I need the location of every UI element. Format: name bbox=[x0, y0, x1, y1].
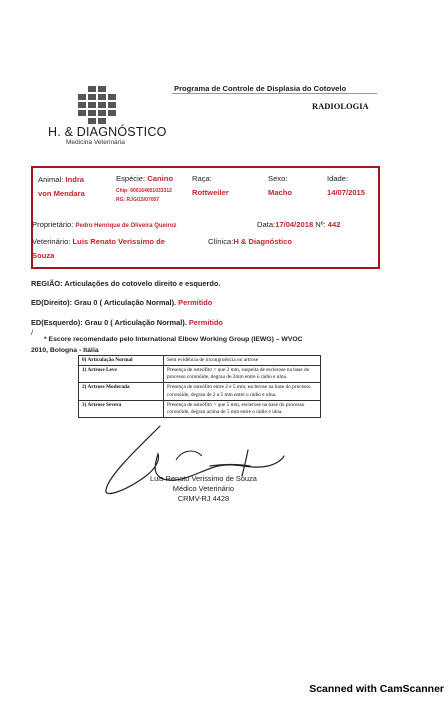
header-divider bbox=[172, 93, 377, 94]
owner-value: Pedro Henrique de Oliveira Queiroz bbox=[75, 223, 177, 229]
date-value: 17/04/2018 bbox=[275, 220, 314, 229]
breed-value: Rottweiler bbox=[192, 188, 229, 197]
grade-description: Presença de osteófito entre 2 e 5 mm, esclerose na base do processo coronóide, degrau de 2 a 5 mm entre o rádio e ulna. bbox=[164, 383, 321, 400]
rg-number: RG: RJG/15/07057 bbox=[116, 197, 160, 203]
slash-mark: / bbox=[31, 328, 34, 337]
date-label: Data: bbox=[257, 220, 276, 229]
owner-label: Proprietário: bbox=[32, 220, 74, 229]
left-elbow-result bbox=[31, 318, 223, 327]
signer-registry: CRMV-RJ 4428 bbox=[177, 493, 230, 503]
chip-number: Chip- 900164001033312 bbox=[116, 188, 172, 194]
grade-description: Presença de osteófito < que 2 mm, suspeita de esclerose na base do processo coronóide, degrau de 2mm entre o rádio e ulna. bbox=[164, 366, 321, 383]
right-elbow-grade: ED(Direito): Grau 0 ( Articulação Normal). bbox=[31, 298, 177, 307]
age-value: 14/07/2015 bbox=[327, 188, 366, 197]
grade-description: Presença de osteófito > que 5 mm, esclerose na base do processo coronóide, degrau acima de 5 mm entre o rádio e ulna. bbox=[164, 400, 321, 417]
clinic-value: H & Diagnóstico bbox=[233, 237, 292, 246]
signature-block bbox=[150, 474, 257, 504]
species-label: Espécie: bbox=[116, 174, 146, 183]
grade-cell: 2) Artrose Moderada bbox=[79, 383, 164, 400]
species-field bbox=[116, 174, 173, 183]
grade-cell: 1) Artrose Leve bbox=[79, 366, 164, 383]
vet-value: Luis Renato Verissimo de bbox=[72, 237, 165, 246]
grading-table bbox=[78, 355, 321, 418]
vet-label: Veterinário: bbox=[32, 237, 71, 246]
grade-description: Sem evidência de incongruência ou artrose bbox=[164, 356, 321, 366]
iewg-note-line-1: * Escore recomendado pelo International Elbow Working Group (IEWG) – WVOC bbox=[44, 336, 303, 343]
breed-label: Raça: bbox=[192, 174, 212, 183]
region-line: REGIÃO: Articulações do cotovelo direito e esquerdo. bbox=[31, 279, 221, 288]
animal-field bbox=[38, 175, 84, 184]
animal-value: Indra bbox=[65, 175, 85, 184]
brand-name: H. & DIAGNÓSTICO bbox=[48, 125, 167, 139]
table-row bbox=[79, 366, 321, 383]
animal-label: Animal: bbox=[38, 175, 64, 184]
number-value: 442 bbox=[327, 220, 341, 229]
iewg-note-line-2: 2010, Bologna - Itália bbox=[31, 347, 99, 354]
species-value: Canino bbox=[147, 174, 173, 183]
owner-field bbox=[32, 220, 177, 229]
table-row bbox=[79, 400, 321, 417]
program-title: Programa de Controle de Displasia do Cotovelo bbox=[174, 84, 347, 93]
scanner-watermark: Scanned with CamScanner bbox=[309, 683, 444, 695]
number-label: Nº: bbox=[315, 220, 326, 229]
left-elbow-status: Permitido bbox=[188, 318, 223, 327]
animal-value-cont: von Mendara bbox=[38, 189, 85, 198]
clinic-label: Clínica: bbox=[208, 237, 234, 246]
signer-title: Médico Veterinário bbox=[172, 483, 235, 493]
table-row bbox=[79, 383, 321, 400]
vet-field bbox=[32, 237, 165, 246]
age-label: Idade: bbox=[327, 174, 349, 183]
date-field bbox=[257, 220, 340, 229]
sex-label: Sexo: bbox=[268, 174, 288, 183]
vet-value-cont: Souza bbox=[32, 251, 55, 260]
sex-value: Macho bbox=[268, 188, 293, 197]
table-row bbox=[79, 356, 321, 366]
clinic-logo-icon bbox=[76, 86, 122, 126]
clinic-field bbox=[208, 237, 292, 246]
left-elbow-grade: ED(Esquerdo): Grau 0 ( Articulação Normal). bbox=[31, 318, 187, 327]
grade-cell: 0) Articulação Normal bbox=[79, 356, 164, 366]
brand-subtitle: Medicina Veterinária bbox=[66, 139, 125, 146]
department-title: RADIOLOGIA bbox=[312, 101, 369, 111]
grade-cell: 3) Artrose Severa bbox=[79, 400, 164, 417]
right-elbow-result bbox=[31, 298, 212, 307]
right-elbow-status: Permitido bbox=[178, 298, 213, 307]
signer-name: Luis Renato Verissimo de Souza bbox=[150, 474, 257, 483]
